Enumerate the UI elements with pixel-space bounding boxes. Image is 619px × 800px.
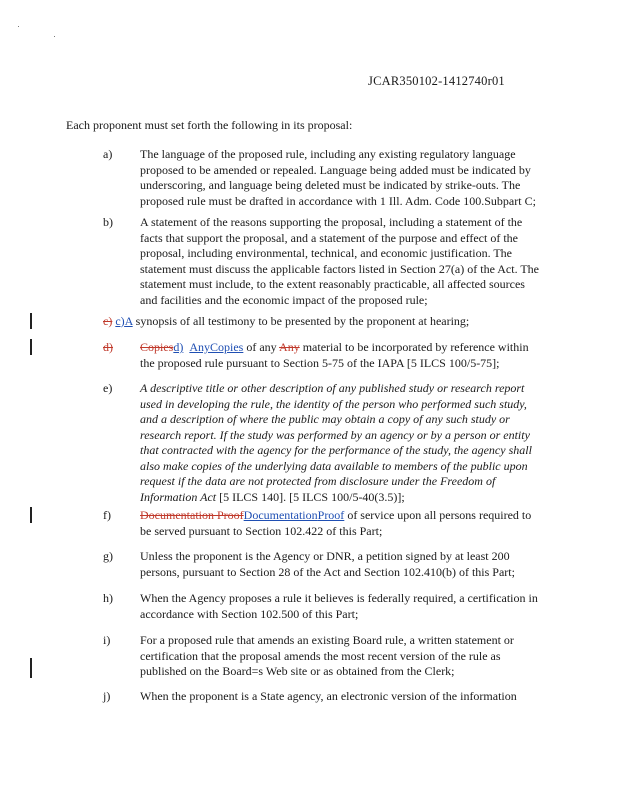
item-label: i)	[103, 633, 111, 647]
item-text: Unless the proponent is the Agency or DNR, a petition signed by at least 200 persons, pursuant to Section 28 of the Act and Section 102.410(b) of this Part;	[140, 549, 515, 579]
inserted-text: Proof	[317, 508, 345, 522]
item-label: a)	[103, 147, 113, 161]
item-label: h)	[103, 591, 113, 605]
item-text-body: synopsis of all testimony to be presented by the proponent at hearing;	[132, 314, 470, 328]
document-id: JCAR350102-1412740r01	[368, 74, 505, 88]
inserted-text: Documentation	[243, 508, 318, 522]
scan-speck	[54, 36, 55, 37]
intro-paragraph: Each proponent must set forth the following in its proposal:	[66, 118, 353, 132]
item-text-body: of service upon all persons required to be served pursuant to Section 102.422 of this Part;	[140, 508, 532, 538]
item-text	[140, 508, 540, 539]
deleted-text: Copies	[140, 340, 174, 354]
item-label: j)	[103, 689, 111, 703]
item-text: A statement of the reasons supporting the proposal, including a statement of the facts that support the proposal, and a statement of the purpose and effect of the proposal, including environmental, technical, and economic justification. The statement must discuss the applicable factors listed in Section 27(a) of the Act. The statement must include, to the extent reasonably practicable, all affected sources and facilities and the economic impact of the proposed rule;	[140, 215, 540, 307]
change-bar	[30, 313, 32, 329]
item-text-body: material to be incorporated by reference within the proposed rule pursuant to Section 5-75 of the IAPA [5 ILCS 100/5-75];	[140, 340, 529, 370]
item-text	[140, 340, 540, 371]
item-text-citation: [5 ILCS 140]. [5 ILCS 100/5-40(3.5)];	[216, 489, 405, 504]
item-label: b)	[103, 215, 113, 229]
deleted-label: d)	[103, 340, 113, 354]
inserted-text: A	[124, 314, 133, 328]
inserted-text: Any	[189, 340, 211, 354]
item-text	[140, 381, 540, 505]
item-text: When the proponent is a State agency, an electronic version of the information	[140, 689, 517, 703]
change-bar	[30, 507, 32, 523]
scan-speck	[18, 26, 19, 27]
deleted-label: c)	[103, 314, 113, 328]
change-bar	[30, 339, 32, 355]
deleted-text: Any	[279, 340, 300, 354]
inserted-text: Copies	[210, 340, 244, 354]
item-text: For a proposed rule that amends an existing Board rule, a written statement or certification that the proposal amends the most recent version of the rule as published on the Board=s Web site or as obtained from the Clerk;	[140, 633, 514, 678]
item-label: e)	[103, 381, 113, 395]
change-bar	[30, 658, 32, 678]
item-text: When the Agency proposes a rule it believes is federally required, a certification in accordance with Section 102.500 of this Part;	[140, 591, 538, 621]
item-text	[103, 314, 543, 330]
inserted-label: d)	[173, 340, 184, 354]
deleted-text: Documentation Proof	[140, 508, 244, 522]
item-label	[103, 340, 113, 356]
item-label: g)	[103, 549, 113, 563]
item-label: f)	[103, 508, 111, 522]
item-text-italic: A descriptive title or other description of any published study or research report used in developing the rule, the identity of the person who performed such study, and a description of where the public may obtain a copy of any such study or research report. If the study was performed by an agency or by a person or entity that contracted with the agency for the performance of the study, the agency shall also make copies of the underlying data available to members of the public upon request if the data are not protected from disclosure under the Freedom of Information Act	[140, 381, 532, 504]
item-text-mid: of any	[243, 340, 280, 354]
item-text: The language of the proposed rule, including any existing regulatory language proposed to be amended or repealed. Language being added must be indicated by underscoring, and language being deleted must be indicated by strike-outs. The proposed rule must be drafted in accordance with 1 Ill. Adm. Code 100.Subpart C;	[140, 147, 536, 208]
inserted-label: c)	[115, 314, 125, 328]
